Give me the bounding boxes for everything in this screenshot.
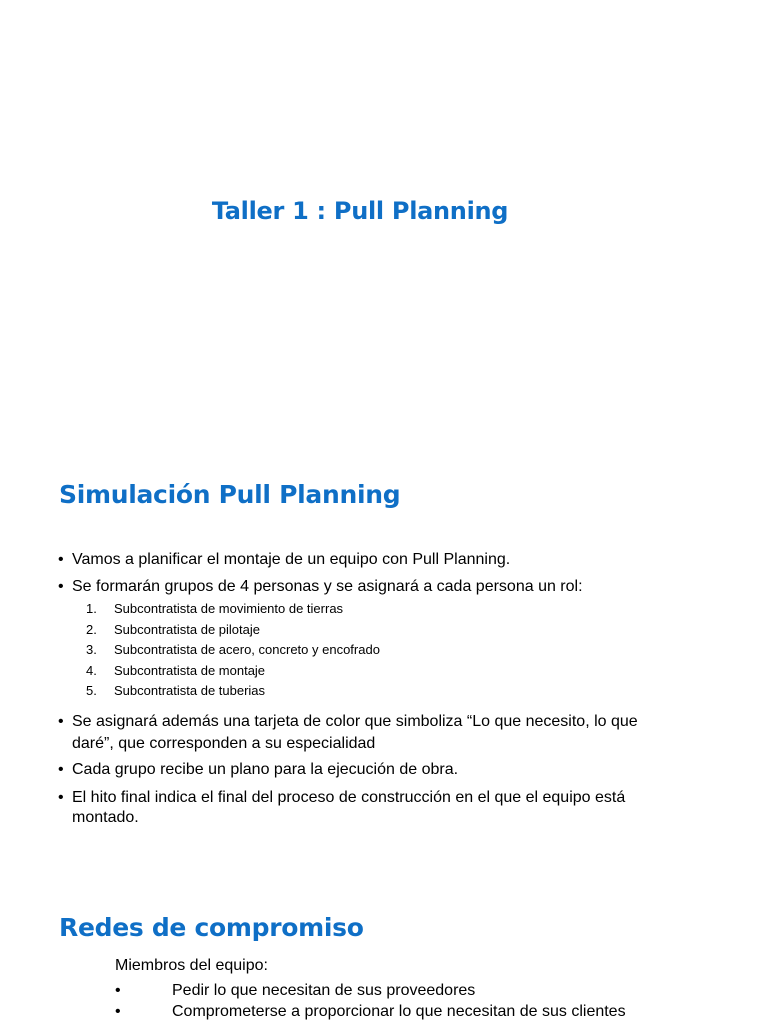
commitment-text: Pedir lo que necesitan de sus proveedores — [172, 982, 476, 999]
role-number: 4. — [86, 662, 97, 678]
role-number: 2. — [86, 621, 97, 637]
bullet-item: • Cada grupo recibe un plano para la ejecución de obra. — [58, 760, 678, 780]
role-label: Subcontratista de pilotaje — [114, 621, 260, 637]
simulation-bullets-top — [58, 550, 678, 597]
commitment-text: Comprometerse a proporcionar lo que necesitan de sus clientes — [172, 1003, 626, 1020]
simulation-bullets-bottom — [58, 711, 678, 828]
section-title-simulation: Simulación Pull Planning — [59, 480, 401, 509]
commitment-item — [115, 1001, 626, 1022]
role-number: 5. — [86, 683, 97, 698]
team-members-label: Miembros del equipo: — [115, 957, 268, 974]
roles-list — [86, 599, 380, 702]
role-label: Subcontratista de tuberias — [114, 683, 266, 698]
role-number: 1. — [86, 601, 97, 616]
role-item — [86, 640, 380, 661]
role-label: Subcontratista de movimiento de tierras — [114, 601, 344, 616]
role-item — [86, 620, 380, 641]
bullet-item: • Se asignará además una tarjeta de color que simboliza “Lo que necesito, lo que daré”, que corresponden a su especialidad — [58, 711, 678, 755]
role-label: Subcontratista de acero, concreto y encofrado — [114, 642, 380, 657]
role-item — [86, 599, 380, 620]
bullet-item: • Vamos a planificar el montaje de un equipo con Pull Planning. — [58, 550, 678, 570]
role-item — [86, 661, 380, 682]
role-item — [86, 681, 380, 702]
bullet-icon: • — [115, 1003, 121, 1020]
commitment-item — [115, 980, 626, 1001]
bullet-icon: • — [115, 982, 121, 999]
commitment-list — [115, 980, 626, 1022]
section-title-commitment: Redes de compromiso — [59, 913, 364, 942]
bullet-item: • El hito final indica el final del proceso de construcción en el que el equipo está montado. — [58, 788, 678, 828]
bullet-item: • Se formarán grupos de 4 personas y se asignará a cada persona un rol: — [58, 577, 678, 597]
slide-title: Taller 1 : Pull Planning — [211, 197, 509, 225]
role-number: 3. — [86, 642, 97, 657]
role-label: Subcontratista de montaje — [114, 662, 266, 678]
